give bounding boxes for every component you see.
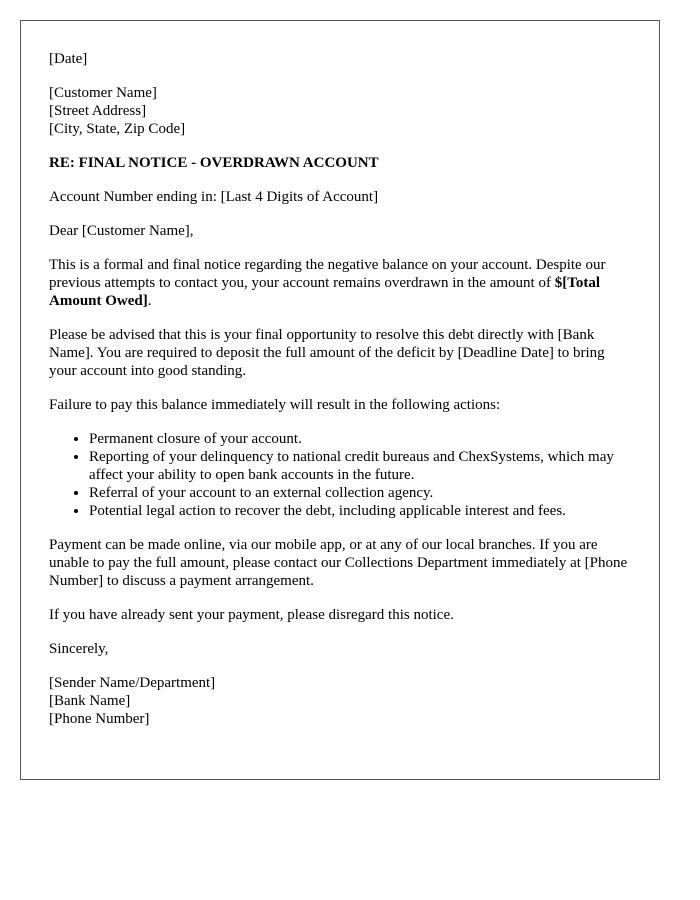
paragraph-deadline: Please be advised that this is your final opportunity to resolve this debt directly with [Bank Name]. You are required to deposit the full amount of the deficit by [Deadline Date] to bring your account into good standing.	[49, 327, 605, 379]
account-number-line: Account Number ending in: [Last 4 Digits of Account]	[49, 189, 379, 205]
closing: Sincerely,	[49, 641, 109, 657]
list-item: • Reporting of your delinquency to national credit bureaus and ChexSystems, which may affect your ability to open bank accounts in the future.	[89, 448, 631, 484]
recipient-name: [Customer Name]	[49, 85, 157, 101]
recipient-city: [City, State, Zip Code]	[49, 121, 186, 137]
signature-block	[49, 674, 631, 728]
paragraph-notice-end: .	[147, 293, 152, 309]
paragraph-notice	[49, 256, 631, 310]
date-text: [Date]	[49, 51, 88, 67]
list-item: • Potential legal action to recover the debt, including applicable interest and fees.	[89, 502, 631, 520]
recipient-street: [Street Address]	[49, 103, 147, 119]
paragraph-notice-text: This is a formal and final notice regarding the negative balance on your account. Despite our previous attempts to contact you, your account remains overdrawn in the amount of	[49, 257, 606, 291]
amount-owed: $[Total Amount Owed]	[49, 275, 600, 309]
sender-name: [Sender Name/Department]	[49, 675, 216, 691]
letter-page	[20, 20, 660, 780]
subject-line: RE: FINAL NOTICE - OVERDRAWN ACCOUNT	[49, 155, 379, 171]
paragraph-consequences-intro: Failure to pay this balance immediately will result in the following actions:	[49, 397, 501, 413]
paragraph-disregard: If you have already sent your payment, please disregard this notice.	[49, 607, 454, 623]
bank-name: [Bank Name]	[49, 693, 131, 709]
salutation: Dear [Customer Name],	[49, 223, 194, 239]
recipient-address	[49, 84, 631, 138]
list-item: • Permanent closure of your account.	[89, 430, 631, 448]
phone-number: [Phone Number]	[49, 711, 150, 727]
paragraph-payment: Payment can be made online, via our mobile app, or at any of our local branches. If you are unable to pay the full amount, please contact our Collections Department immediately at [Phone Number] to discuss a payment arrangement.	[49, 537, 628, 589]
list-item: • Referral of your account to an external collection agency.	[89, 484, 631, 502]
consequences-list	[49, 430, 631, 520]
letter-date	[49, 50, 631, 68]
